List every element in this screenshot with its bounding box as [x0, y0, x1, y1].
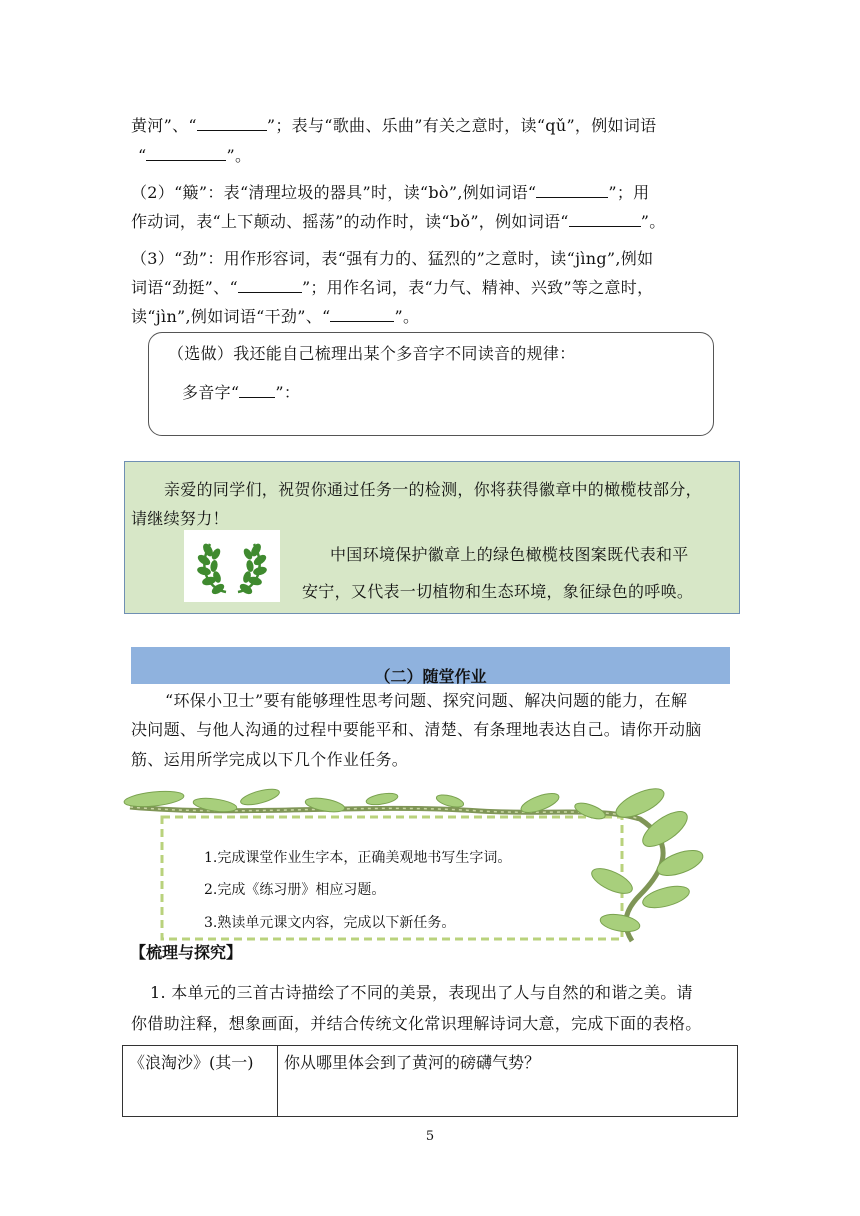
question-line: 1. 本单元的三首古诗描绘了不同的美景，表现出了人与自然的和谐之美。请 [150, 983, 693, 1002]
olive-wreath-image [184, 530, 280, 602]
answer-blank[interactable] [330, 307, 394, 322]
table-row [123, 1046, 738, 1117]
answer-blank[interactable] [239, 383, 275, 398]
answer-blank[interactable] [197, 116, 267, 131]
task-item: 3.熟读单元课文内容，完成以下新任务。 [204, 915, 456, 931]
answer-blank[interactable] [238, 278, 302, 293]
section-title: （二）随堂作业 [374, 667, 487, 686]
text-fragment: “ [138, 146, 147, 165]
task-item: 1.完成课堂作业生字本，正确美观地书写生字词。 [204, 850, 512, 866]
congrats-line: 亲爱的同学们，祝贺你通过任务一的检测，你将获得徽章中的橄榄枝部分， [164, 480, 702, 499]
wreath-caption: 中国环境保护徽章上的绿色橄榄枝图案既代表和平 [330, 545, 689, 564]
text-line [131, 180, 650, 203]
question-line: 你借助注释，想象画面，并结合传统文化常识理解诗词大意，完成下面的表格。 [131, 1014, 702, 1033]
text-fragment: 黄河”、“ [131, 116, 197, 135]
answer-blank[interactable] [146, 146, 226, 161]
text-fragment: （2）“簸”：表“清理垃圾的器具”时，读“bò”,例如词语“ [131, 183, 537, 202]
text-fragment: ”： [275, 383, 301, 402]
text-fragment: ”；表与“歌曲、乐曲”有关之意时，读“qǔ”，例如词语 [266, 116, 657, 135]
text-fragment: 读“jìn”,例如词语“干劲”、“ [131, 307, 331, 326]
answer-cell[interactable] [278, 1046, 738, 1117]
task-item: 2.完成《练习册》相应习题。 [204, 882, 386, 898]
wreath-caption: 安宁，又代表一切植物和生态环境，象征绿色的呼唤。 [302, 582, 694, 601]
text-line [131, 275, 653, 298]
olive-wreath-icon [184, 530, 280, 602]
text-fragment: ”。 [394, 307, 420, 326]
answer-blank[interactable] [536, 183, 608, 198]
optional-line [182, 380, 300, 403]
question-text: 你从哪里体会到了黄河的磅礴气势？ [284, 1053, 541, 1072]
poem-table [122, 1045, 738, 1117]
text-line [131, 113, 656, 136]
text-fragment: ”。 [226, 146, 252, 165]
text-fragment: 词语“劲挺”、“ [131, 278, 238, 297]
text-fragment: 作动词，表“上下颠动、摇荡”的动作时，读“bǒ”，例如词语“ [131, 212, 569, 231]
answer-blank[interactable] [569, 212, 641, 227]
optional-line: （选做）我还能自己梳理出某个多音字不同读音的规律： [168, 344, 576, 363]
intro-line: 决问题、与他人沟通的过程中要能平和、清楚、有条理地表达自己。请你开动脑 [131, 720, 702, 739]
text-line [138, 143, 251, 166]
page-number: 5 [425, 1129, 435, 1144]
text-line [131, 304, 419, 327]
intro-line: 筋、运用所学完成以下几个作业任务。 [131, 750, 409, 769]
text-fragment: ”。 [640, 212, 666, 231]
explore-heading: 【梳理与探究】 [130, 943, 243, 962]
text-line [131, 209, 666, 232]
text-fragment: ”；用作名词，表“力气、精神、兴致”等之意时， [301, 278, 654, 297]
text-line: （3）“劲”：用作形容词，表“强有力的、猛烈的”之意时，读“jìng”,例如 [131, 249, 654, 268]
congrats-line: 请继续努力！ [131, 509, 229, 528]
poem-title-cell: 《浪淘沙》(其一) [123, 1046, 278, 1117]
intro-line: “环保小卫士”要有能够理性思考问题、探究问题、解决问题的能力，在解 [165, 691, 688, 710]
text-fragment: ”；用 [608, 183, 650, 202]
text-fragment: 多音字“ [182, 383, 240, 402]
